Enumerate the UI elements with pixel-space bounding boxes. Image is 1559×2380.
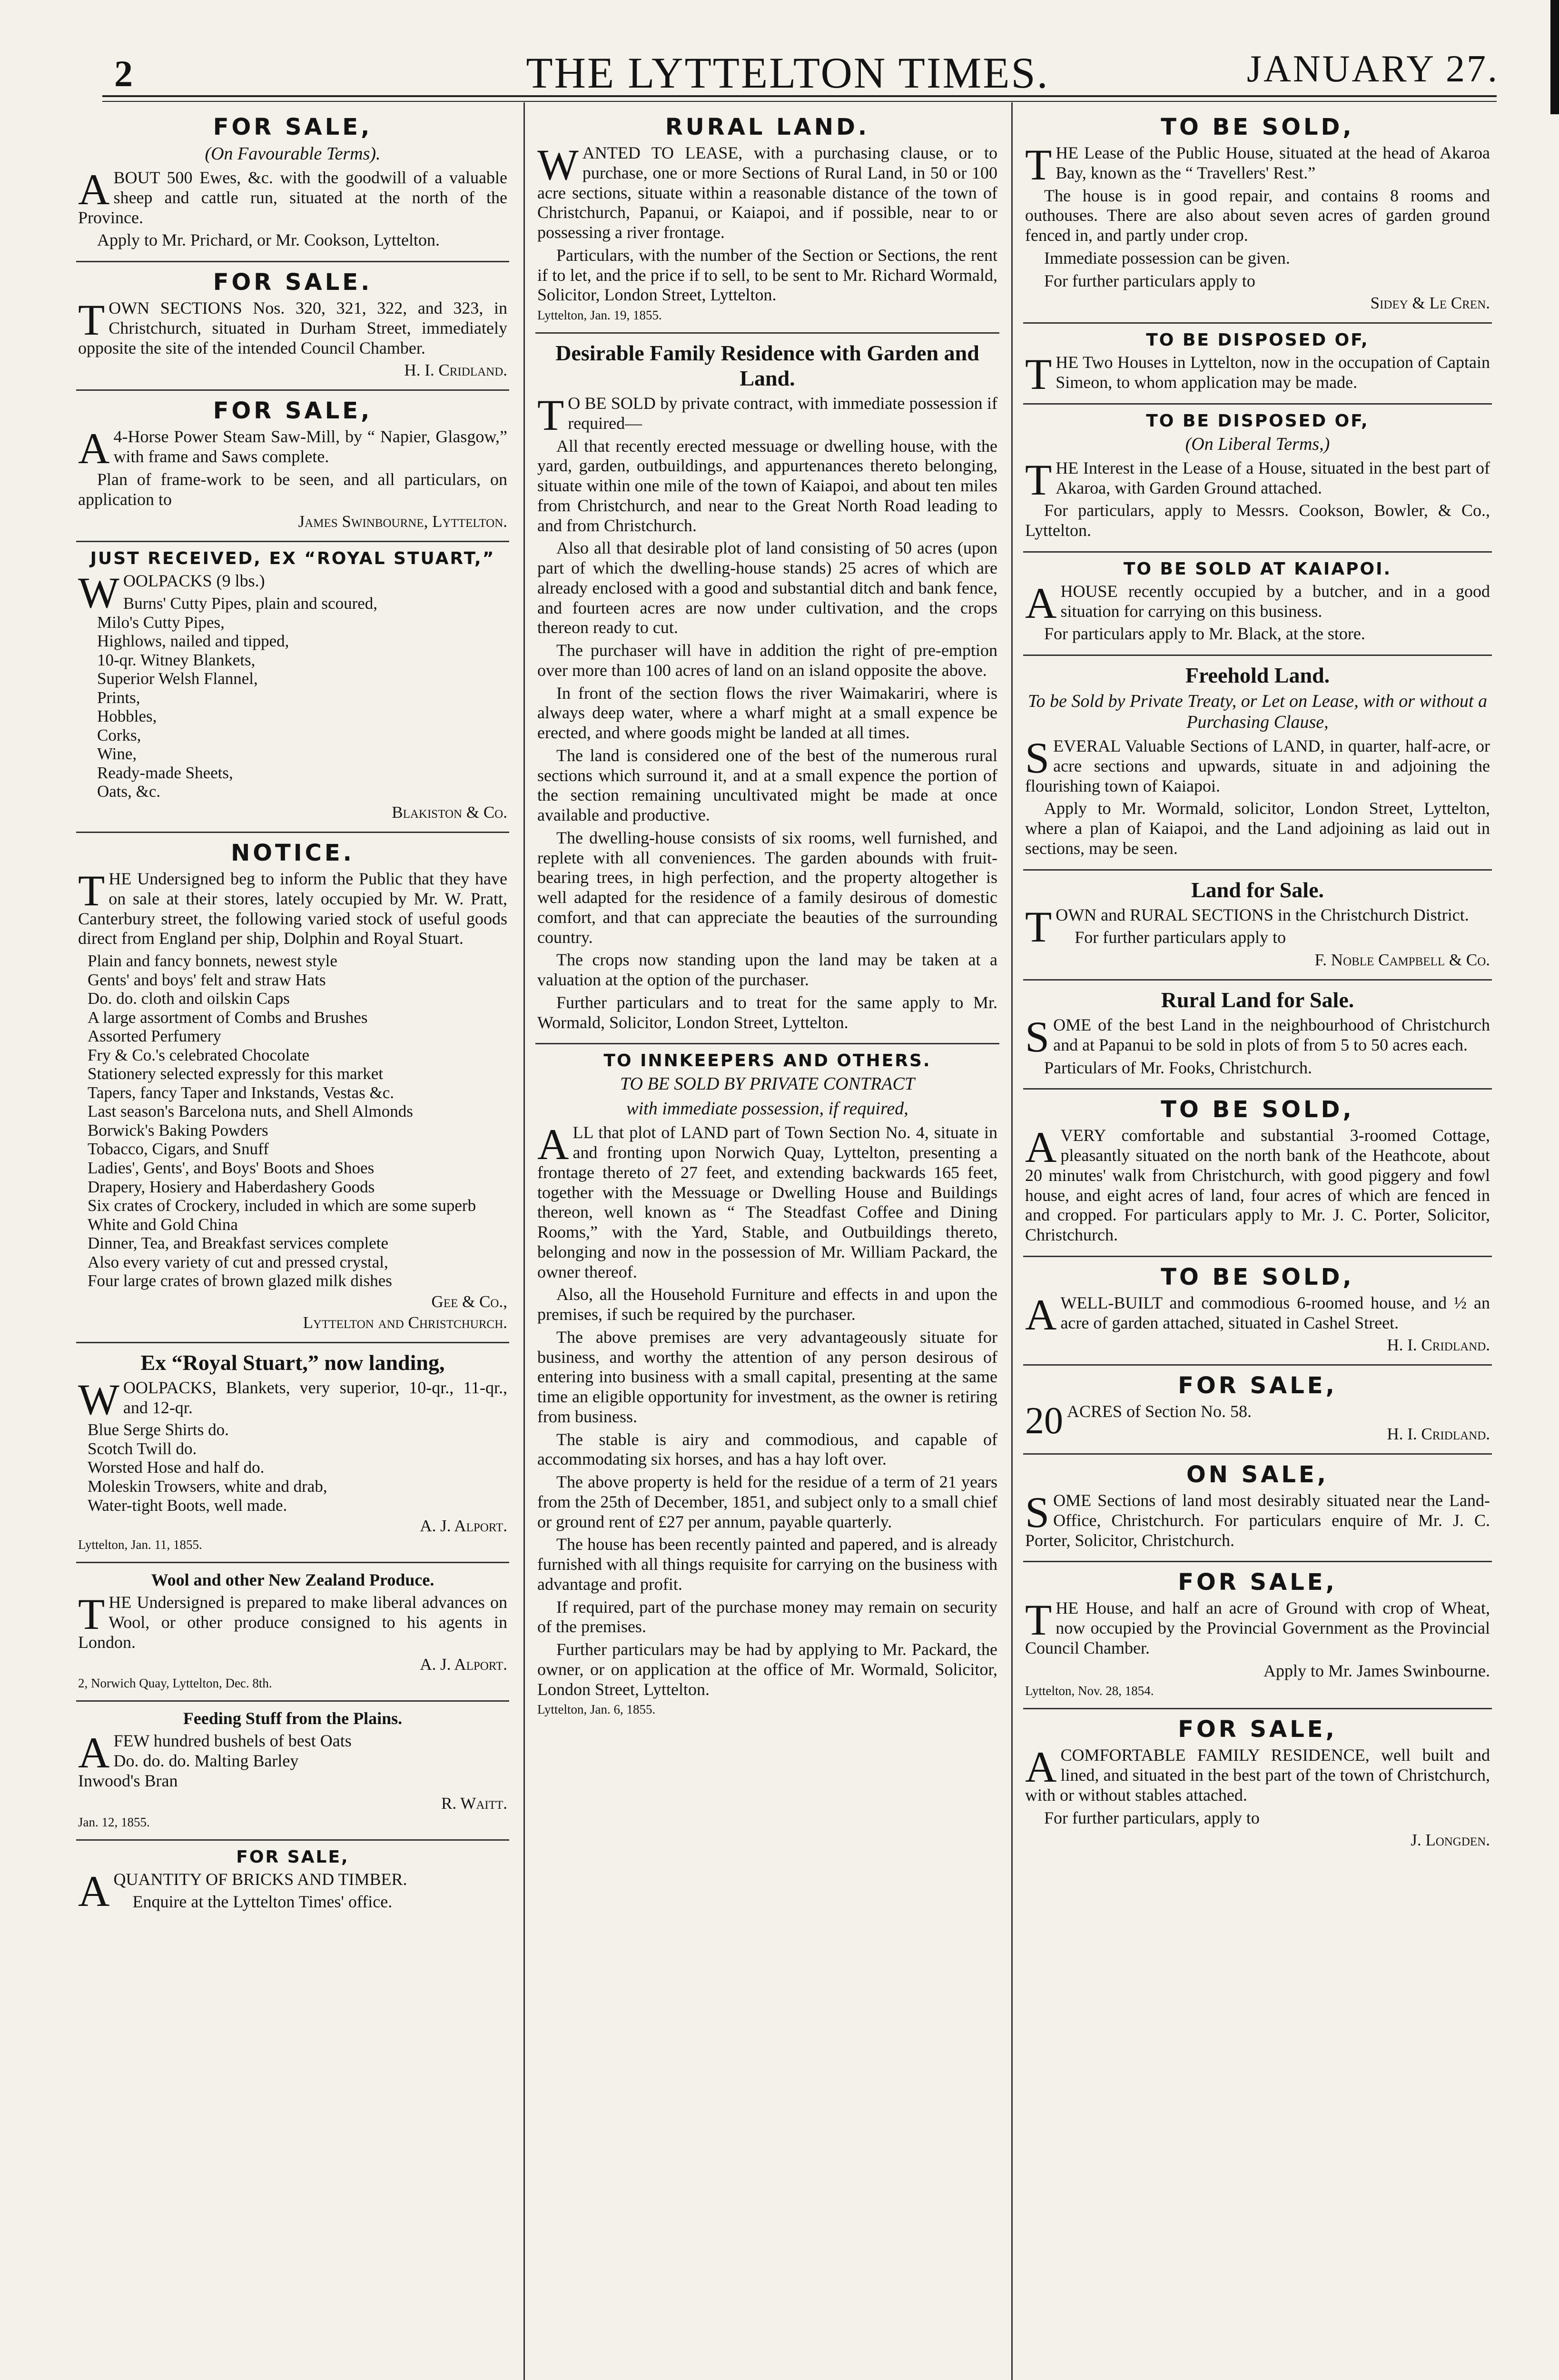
ad-lease-akaroa (1023, 405, 1492, 553)
ad-heading: FOR SALE, (1178, 1716, 1337, 1743)
ad-body: THE Two Houses in Lyttelton, now in the occupation of Captain Simeon, to whom application may be made. (1025, 350, 1490, 399)
list-item: Milo's Cutty Pipes, (97, 613, 225, 632)
issue-date: JANUARY 27. (1247, 48, 1499, 90)
list-item: Six crates of Crockery, included in which are some superb White and Gold China (88, 1196, 476, 1234)
ad-signature: Sidey & Le Cren. (1370, 294, 1490, 313)
ad-paragraph: Also, all the Household Furniture and effects in and upon the premises, if such be required by the purchaser. (537, 1285, 997, 1324)
ad-paragraph: Further particulars may be had by applying to Mr. Packard, the owner, or on application at the office of Mr. Wormald, Solicitor, London Street, Lyttelton. (537, 1640, 997, 1699)
drop-cap: S (1025, 1488, 1050, 1537)
ad-cashel-street (1023, 1257, 1492, 1366)
ad-body: SOME Sections of land most desirably situated near the Land-Office, Christchurch. For particulars enquire of Mr. J. C. Porter, Solicitor, Christchurch. (1025, 1488, 1490, 1550)
list-item: Dinner, Tea, and Breakfast services complete (88, 1234, 389, 1253)
ad-body: A 4-Horse Power Steam Saw-Mill, by “ Napier, Glasgow,” with frame and Saws complete. (78, 424, 507, 473)
ad-paragraph: Further particulars and to treat for the same apply to Mr. Wormald, Solicitor, London Street, Lyttelton. (537, 992, 997, 1032)
list-item: Assorted Perfumery (88, 1027, 221, 1046)
drop-cap: W (78, 1375, 119, 1424)
drop-cap: T (78, 296, 105, 344)
ad-two-houses (1023, 324, 1492, 405)
list-item: Worsted Hose and half do. (88, 1458, 265, 1477)
ad-body: SEVERAL Valuable Sections of LAND, in quarter, half-acre, or acre sections and upwards, situate in and adjoining the flourishing town of Kaiapoi. (1025, 734, 1490, 795)
ad-body: AQUANTITY OF BRICKS AND TIMBER. (78, 1866, 407, 1915)
column-2 (535, 107, 999, 2380)
ad-heading: Land for Sale. (1191, 877, 1324, 902)
ad-body: THE Interest in the Lease of a House, situated in the best part of Akaroa, with Garden Ground attached. (1025, 455, 1490, 504)
ad-signature: A. J. Alport. (420, 1517, 507, 1536)
ad-paragraph: The crops now standing upon the land may be taken at a valuation at the option of the purchaser. (537, 950, 997, 989)
list-item: Do. do. cloth and oilskin Caps (88, 989, 290, 1008)
ad-for-sale-ewes (76, 107, 509, 262)
ad-body: WANTED TO LEASE, with a purchasing clause, or to purchase, one or more Sections of Rural Land, in 50 or 100 acre sections, situate within a reasonable distance of the town of Christchurch, Papanui, or Kaiapoi, and if possible, near to or possessing a river frontage. (537, 140, 997, 242)
ad-rural-land-sale (1023, 981, 1492, 1090)
ad-heading: Ex “Royal Stuart,” now landing, (140, 1350, 445, 1375)
ad-council-chamber (1023, 1562, 1492, 1709)
list-item: Fry & Co.'s celebrated Chocolate (88, 1045, 310, 1064)
ad-paragraph: Particulars, with the number of the Section or Sections, the rent if to let, and the price if to sell, to be sent to Mr. Richard Wormald, Solicitor, London Street, Lyttelton. (537, 245, 997, 305)
ad-body: AFEW hundred bushels of best Oats Do. do. do. Malting Barley Inwood's Bran (78, 1728, 352, 1790)
masthead (76, 33, 1499, 95)
drop-cap: A (1025, 1290, 1057, 1339)
ad-saw-mill (76, 391, 509, 542)
ad-paragraph: The land is considered one of the best of the numerous rural sections which surround it, and at a small expence the portion of the section remaining uncultivated might be made at once available and productive. (537, 745, 997, 824)
ad-heading: TO BE DISPOSED OF, (1146, 411, 1369, 431)
ad-heading: Feeding Stuff from the Plains. (183, 1709, 403, 1728)
ad-travellers-rest (1023, 107, 1492, 324)
drop-cap: W (78, 568, 119, 617)
ad-signature: F. Noble Campbell & Co. (1314, 951, 1490, 969)
ad-body: TOWN and RURAL SECTIONS in the Christchurch District. (1025, 902, 1469, 951)
ad-body: TOWN SECTIONS Nos. 320, 321, 322, and 323, in Christchurch, situated in Durham Street, immediately opposite the site of the intended Council Chamber. (78, 296, 507, 357)
ad-heading: TO BE SOLD, (1161, 1096, 1354, 1123)
ad-signature: Blakiston & Co. (392, 803, 507, 822)
ad-date: 2, Norwich Quay, Lyttelton, Dec. 8th. (78, 1676, 272, 1691)
list-item: Oats, &c. (97, 782, 161, 801)
ad-heading: FOR SALE, (1178, 1372, 1337, 1399)
list-item: Tapers, fancy Taper and Inkstands, Vestas &c. (88, 1083, 395, 1102)
list-item: Blue Serge Shirts do. (88, 1420, 229, 1439)
ad-date: Jan. 12, 1855. (78, 1815, 150, 1829)
ad-paragraph: Immediate possession can be given. (1044, 248, 1290, 268)
list-item: Burns' Cutty Pipes, plain and scoured, (123, 594, 378, 613)
ad-heading: JUST RECEIVED, EX “ROYAL STUART,” (90, 549, 495, 569)
ad-enquire: Enquire at the Lyttelton Times' office. (132, 1892, 393, 1912)
ad-kaiapoi-house (1023, 553, 1492, 656)
ad-paragraph: For further particulars apply to (1075, 928, 1286, 947)
drop-cap: T (537, 391, 564, 439)
ad-body: SOME of the best Land in the neighbourhood of Christchurch and at Papanui to be sold in plots of from 5 to 50 acres each. (1025, 1012, 1490, 1061)
ad-twenty-acres (1023, 1366, 1492, 1455)
ad-heading: TO BE SOLD, (1161, 114, 1354, 140)
ad-signature: A. J. Alport. (420, 1655, 507, 1674)
list-item: Prints, (97, 688, 140, 707)
ad-paragraph: The above premises are very advantageously situate for business, and worthy the attention of any person desirous of entering into business with a small capital, presenting at the same time an eligible opportunity for investment, as the owner is retiring from business. (537, 1327, 997, 1426)
drop-cap: W (537, 140, 579, 189)
drop-cap: A (78, 1728, 110, 1777)
ad-heading: FOR SALE, (1178, 1569, 1337, 1596)
ad-date: Lyttelton, Jan. 6, 1855. (537, 1702, 656, 1717)
ad-land-for-sale (1023, 871, 1492, 981)
ad-signature: James Swinbourne, Lyttelton. (298, 512, 507, 531)
drop-cap: A (78, 1866, 110, 1915)
ad-heading: TO BE SOLD AT KAIAPOI. (1123, 559, 1392, 579)
drop-cap: T (78, 1590, 105, 1639)
ad-heading: FOR SALE, (236, 1847, 349, 1867)
column-1 (76, 107, 509, 2380)
list-item: Stationery selected expressly for this market (88, 1064, 384, 1083)
column-3 (1023, 107, 1492, 2380)
list-item: Four large crates of brown glazed milk dishes (88, 1271, 392, 1290)
ad-paragraph: If required, part of the purchase money may remain on security of the premises. (537, 1597, 997, 1636)
ad-heading: NOTICE. (231, 840, 355, 867)
ad-town-sections (76, 262, 509, 391)
ad-paragraph: For particulars apply to Mr. Black, at the store. (1044, 624, 1365, 644)
page-number: 2 (114, 53, 133, 94)
drop-cap: T (1025, 902, 1052, 951)
ad-body: THE Undersigned beg to inform the Public that they have on sale at their stores, lately occupied by Mr. W. Pratt, Canterbury street, the following varied stock of useful goods direct from England per ship, Dolphin and Royal Stuart. (78, 866, 507, 948)
list-item: Plain and fancy bonnets, newest style (88, 952, 337, 971)
ad-woolpacks (76, 1343, 509, 1563)
column-divider (523, 102, 525, 2380)
ad-rural-land-lease (535, 107, 999, 334)
ad-heading: TO INNKEEPERS AND OTHERS. (603, 1051, 931, 1071)
list-item: Wine, (97, 744, 137, 764)
ad-heading: TO BE DISPOSED OF, (1146, 330, 1369, 350)
ad-paragraph: The above property is held for the residue of a term of 21 years from the 25th of December, 1851, and subject only to a small chief or ground rent of £27 per annum, payable quarterly. (537, 1472, 997, 1531)
ad-paragraph: The dwelling-house consists of six rooms, well furnished, and replete with all conveniences. The garden abounds with fruit-bearing trees, in high perfection, and the property altogether is well adapted for the residence of a family desirous of domestic comfort, and that can appreciate the beauties of the surrounding country. (537, 828, 997, 947)
ad-freehold-land (1023, 656, 1492, 871)
list-item: Water-tight Boots, well made. (88, 1496, 287, 1515)
ad-heading: Freehold Land. (1185, 663, 1330, 687)
list-item: Last season's Barcelona nuts, and Shell Almonds (88, 1102, 413, 1121)
ad-signature: H. I. Cridland. (1387, 1336, 1490, 1355)
list-item: A large assortment of Combs and Brushes (88, 1008, 368, 1027)
list-item: Borwick's Baking Powders (88, 1121, 268, 1140)
ad-subheading: To be Sold by Private Treaty, or Let on Lease, with or without a Purchasing Clause, (1027, 691, 1488, 732)
drop-cap: T (1025, 140, 1052, 189)
ad-paragraph: Apply to Mr. James Swinbourne. (1263, 1661, 1490, 1680)
ad-body: 20 ACRES of Section No. 58. (1025, 1400, 1252, 1442)
ad-body: AWELL-BUILT and commodious 6-roomed house, and ½ an acre of garden attached, situated in Cashel Street. (1025, 1290, 1490, 1339)
ad-notice-gee (76, 833, 509, 1343)
ad-plan: Plan of frame-work to be seen, and all particulars, on application to (78, 469, 507, 509)
drop-cap: T (1025, 350, 1052, 399)
ad-body: THE Lease of the Public House, situated at the head of Akaroa Bay, known as the “ Travellers' Rest.” (1025, 140, 1490, 189)
drop-cap: A (1025, 1123, 1057, 1172)
drop-cap: A (1025, 578, 1057, 627)
drop-cap: T (1025, 1596, 1052, 1645)
ad-body: ACOMFORTABLE FAMILY RESIDENCE, well built and lined, and situated in the best part of the town of Christchurch, with or without stables attached. (1025, 1743, 1490, 1805)
page-edge-bar (1550, 0, 1559, 114)
list-item: Hobbles, (97, 707, 157, 726)
ad-paragraph: Also all that desirable plot of land consisting of 50 acres (upon part of which the dwelling-house stands) 25 acres of which are already enclosed with a good and substantial ditch and bank fence, and fourteen acres are now under cultivation, and the crops thereon ready to cut. (537, 538, 997, 637)
drop-cap: A (78, 165, 110, 214)
drop-cap: S (1025, 734, 1050, 782)
ad-date: Lyttelton, Jan. 19, 1855. (537, 308, 662, 322)
list-item: Ready-made Sheets, (97, 763, 233, 782)
ad-signature: Gee & Co., (431, 1292, 507, 1311)
ad-subheading: (On Favourable Terms). (205, 144, 381, 164)
ad-paragraph: The house is in good repair, and contains 8 rooms and outhouses. There are also about seven acres of garden ground fenced in, and partly under crop. (1025, 186, 1490, 245)
ad-family-residence (535, 334, 999, 1044)
ad-subheading: with immediate possession, if required, (626, 1099, 908, 1119)
drop-cap: T (1025, 455, 1052, 504)
list-item: Ladies', Gents', and Boys' Boots and Shoes (88, 1159, 375, 1178)
drop-cap: 20 (1025, 1400, 1063, 1442)
drop-cap: A (537, 1120, 569, 1169)
ad-body: THE Undersigned is prepared to make liberal advances on Wool, or other produce consigned to his agents in London. (78, 1590, 507, 1652)
ad-signature: H. I. Cridland. (1387, 1425, 1490, 1443)
ad-heading: Wool and other New Zealand Produce. (151, 1570, 434, 1590)
ad-innkeepers (535, 1044, 999, 1726)
drop-cap: S (1025, 1012, 1050, 1061)
ad-paragraph: Apply to Mr. Wormald, solicitor, London Street, Lyttelton, where a plan of Kaiapoi, and the Land adjoining as laid out in sections, may be seen. (1025, 799, 1490, 858)
ad-subheading: (On Liberal Terms,) (1185, 434, 1330, 454)
ad-bricks-timber (76, 1841, 509, 1923)
ad-body: ALL that plot of LAND part of Town Section No. 4, situate in and fronting upon Norwich Quay, Lyttelton, presenting a frontage thereto of 27 feet, and extending backwards 165 feet, together with the Messuage or Dwelling House and Buildings thereon, well known as “ The Steadfast Coffee and Dining Rooms,” with the Yard, Stable, and Outbuildings thereto, belonging and now in the possession of Mr. William Packard, the owner thereof. (537, 1120, 997, 1281)
ad-paragraph: The house has been recently painted and papered, and is already furnished with all things requisite for carrying on the business with advantage and profit. (537, 1535, 997, 1594)
ad-signature: R. Waitt. (441, 1794, 507, 1813)
ad-feeding-stuff (76, 1702, 509, 1840)
ad-wool-produce (76, 1563, 509, 1702)
ad-royal-stuart-goods (76, 542, 509, 833)
masthead-rule (102, 95, 1497, 97)
ad-heading: FOR SALE, (213, 114, 373, 140)
ad-apply: Apply to Mr. Prichard, or Mr. Cookson, Lyttelton. (97, 230, 440, 250)
column-divider (1011, 102, 1013, 2380)
ad-cottage (1023, 1090, 1492, 1257)
ad-on-sale (1023, 1455, 1492, 1562)
ad-paragraph: For particulars, apply to Messrs. Cookson, Bowler, & Co., Lyttelton. (1025, 501, 1490, 540)
list-item: Scotch Twill do. (88, 1439, 197, 1458)
ad-body: WOOLPACKS (9 lbs.) (78, 568, 265, 617)
ad-heading: FOR SALE. (213, 269, 373, 296)
ad-date: Lyttelton, Jan. 11, 1855. (78, 1537, 202, 1552)
ad-signature: J. Longden. (1411, 1831, 1490, 1850)
list-item: Corks, (97, 725, 141, 744)
ad-paragraph: Particulars of Mr. Fooks, Christchurch. (1044, 1058, 1312, 1077)
ad-heading: Desirable Family Residence with Garden and Land. (555, 341, 979, 390)
list-item: Tobacco, Cigars, and Snuff (88, 1140, 269, 1159)
drop-cap: A (1025, 1743, 1057, 1792)
ad-family-residence-christchurch (1023, 1709, 1492, 1859)
ad-signature-location: Lyttelton and Christchurch. (303, 1313, 507, 1332)
ad-body: WOOLPACKS, Blankets, very superior, 10-qr., 11-qr., and 12-qr. (78, 1375, 507, 1424)
list-item: Drapery, Hosiery and Haberdashery Goods (88, 1177, 375, 1196)
list-item: Gents' and boys' felt and straw Hats (88, 970, 326, 989)
ad-paragraph: In front of the section flows the river Waimakariri, where is always deep water, where a wharf might at a small expence be erected, and where goods might be landed at all times. (537, 683, 997, 742)
ad-heading: Rural Land for Sale. (1161, 988, 1354, 1012)
ad-subheading: TO BE SOLD BY PRIVATE CONTRACT (620, 1074, 915, 1094)
ad-heading: TO BE SOLD, (1161, 1263, 1354, 1290)
ad-paragraph: For further particulars apply to (1044, 271, 1255, 290)
ad-heading: RURAL LAND. (665, 114, 870, 140)
ad-paragraph: The purchaser will have in addition the right of pre-emption over more than 100 acres of land on an island opposite the above. (537, 641, 997, 680)
list-item: Moleskin Trowsers, white and drab, (88, 1477, 327, 1496)
goods-list (88, 1420, 507, 1515)
list-item: 10-qr. Witney Blankets, (97, 650, 256, 669)
newspaper-title: THE LYTTELTON TIMES. (526, 49, 1049, 97)
drop-cap: T (78, 866, 105, 915)
goods-list (88, 952, 507, 1290)
goods-list (97, 594, 507, 801)
list-item: Superior Welsh Flannel, (97, 669, 258, 688)
drop-cap: A (78, 424, 110, 473)
ad-body: T O BE SOLD by private contract, with immediate possession if required— (537, 391, 997, 439)
list-item: Highlows, nailed and tipped, (97, 632, 289, 651)
ad-body: THE House, and half an acre of Ground with crop of Wheat, now occupied by the Provincial Government as the Provincial Council Chamber. (1025, 1596, 1490, 1657)
ad-signature: H. I. Cridland. (404, 361, 507, 380)
ad-heading: ON SALE, (1186, 1461, 1329, 1488)
ad-body: AHOUSE recently occupied by a butcher, and in a good situation for carrying on this business. (1025, 578, 1490, 627)
list-item: Also every variety of cut and pressed crystal, (88, 1252, 388, 1271)
ad-paragraph: For further particulars, apply to (1044, 1808, 1260, 1827)
ad-heading: FOR SALE, (213, 397, 373, 425)
ad-body: ABOUT 500 Ewes, &c. with the goodwill of a valuable sheep and cattle run, situated at the north of the Province. (78, 165, 507, 227)
ad-date: Lyttelton, Nov. 28, 1854. (1025, 1684, 1154, 1698)
masthead-rule-thin (102, 101, 1497, 102)
ad-body: AVERY comfortable and substantial 3-roomed Cottage, pleasantly situated on the north bank of the Heathcote, about 20 minutes' walk from Christchurch, with good piggery and fowl house, and eight acres of land, four acres of which are fenced in and cropped. For particulars apply to Mr. J. C. Porter, Solicitor, Christchurch. (1025, 1123, 1490, 1244)
ad-paragraph: All that recently erected messuage or dwelling house, with the yard, garden, outbuildings, and appurtenances thereto belonging, situate within one mile of the town of Kaiapoi, and about ten miles from Christchurch, and near to the Great North Road leading to and from Christchurch. (537, 436, 997, 535)
ad-paragraph: The stable is airy and commodious, and capable of accommodating six horses, and has a hay loft over. (537, 1429, 997, 1469)
